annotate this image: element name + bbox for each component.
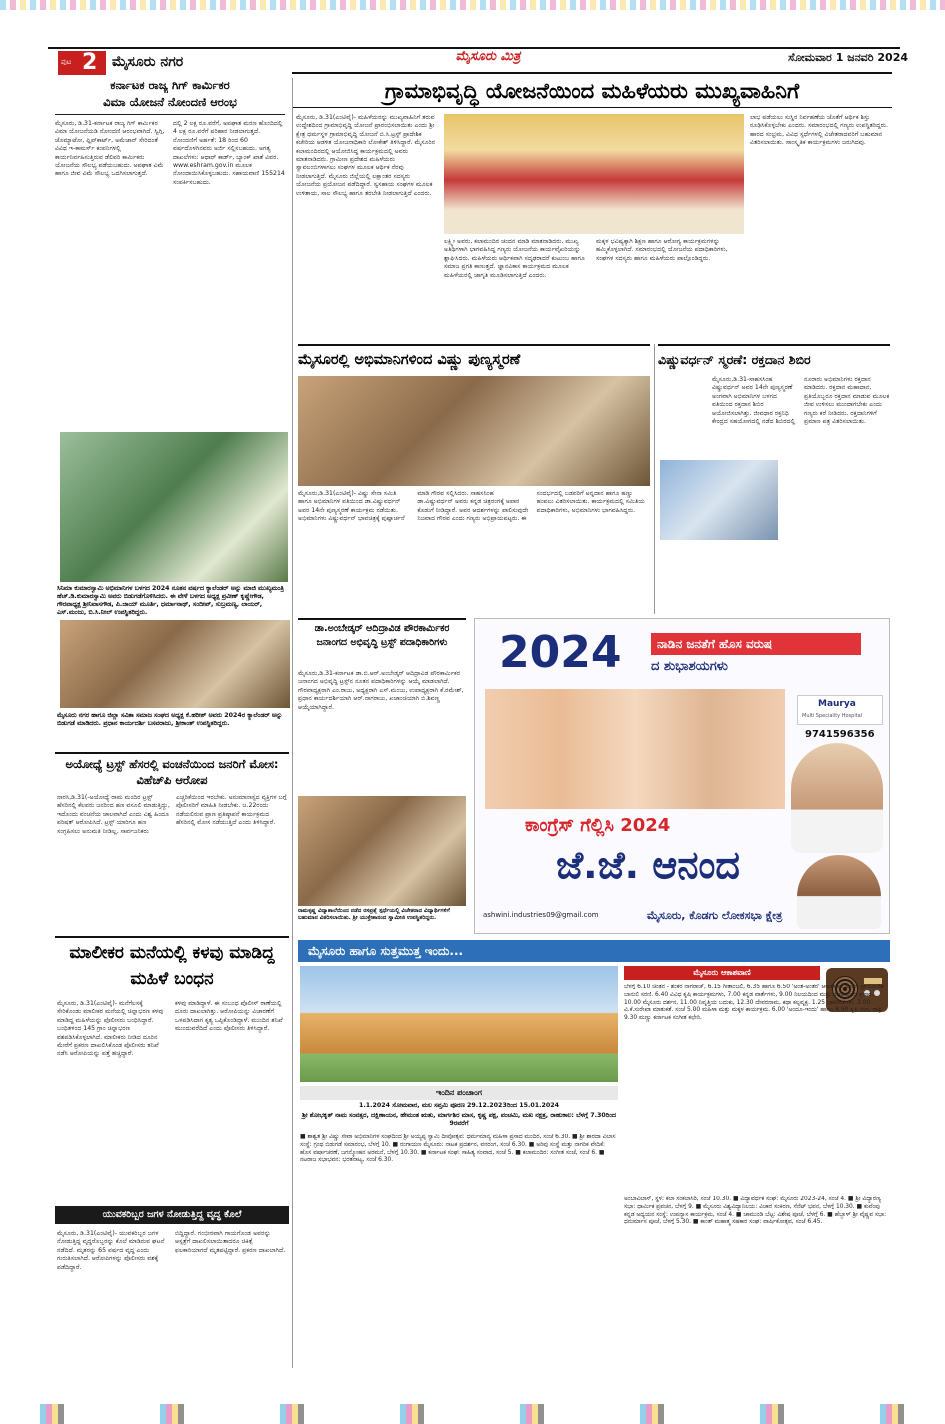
page-number: 2 xyxy=(82,50,98,75)
bottom-registration-strip xyxy=(0,1404,945,1424)
events-right: ಅಂಬಾವಿಲಾಸ್, ಸ್ಥಳ: ಕಲಾ ಸಂಕಲಾಸಿರಿ, ಸಂಜೆ 10.30. ■ ವಿದ್ಯಾವರ್ಧಕ ಸಂಘ: ಮೈಸೂರು 2023-24, ಸಂಜೆ 4. ■ ಶ್ರೀ ವಿದ್ಯಾರಣ್ಯ ಸಭಾ: ಧಾರ್ಮಿಕ ಪ್ರವಚನ, ಬೆಳಗ್ಗೆ 9. ■ ಮೈಸೂರು ವಿಶ್ವವಿದ್ಯಾನಿಲಯ: ವಿಚಾರ ಸಂಕಿರಣ, ಸೆನೆಟ್ ಭವನ, ಬೆಳಗ್ಗೆ 10.30. ■ ಕುವೆಂಪು ಕನ್ನಡ ಅಧ್ಯಯನ ಸಂಸ್ಥೆ: ಉಪನ್ಯಾಸ ಕಾರ್ಯಕ್ರಮ, ಸಂಜೆ 4. ■ ಚಾಮುಂಡಿ ಬೆಟ್ಟ: ವಿಶೇಷ ಪೂಜೆ, ಬೆಳಗ್ಗೆ 6. ■ ಹೆಬ್ಬಾಳ್ ಶ್ರೀ ವೈಷ್ಣವ ಸಭಾ: ಧನುರ್ಮಾಸ ಪೂಜೆ, ಬೆಳಗ್ಗೆ 5.30. ■ ಕಾಂತ್ ಮಹಾತ್ಮ ಸಹಕಾರ ಸಂಘ: ವಾರ್ಷಿಕೋತ್ಸವ, ಸಂಜೆ 6.45. xyxy=(624,1196,887,1226)
mysore-palace-photo xyxy=(300,966,618,1082)
ad-phone: 9741596356 xyxy=(805,729,875,740)
quiz-prize-photo xyxy=(298,796,466,906)
theft-col-1: ಮೈಸೂರು, ಡಿ.31(ಎಂಟಿವೈ)- ಮನೆಗೆಲಸಕ್ಕೆ ಸೇರಿಕೊಂಡು ಮಾಲೀಕರ ಮನೆಯಲ್ಲಿ ಚಿನ್ನಾಭರಣ ಕಳವು ಮಾಡಿದ್ದ ಮಹಿಳೆಯನ್ನು ಪೊಲೀಸರು ಬಂಧಿಸಿದ್ದಾರೆ. ಬಂಧಿತಳಿಂದ 145 ಗ್ರಾಂ ಚಿನ್ನಾಭರಣ ವಶಪಡಿಸಿಕೊಳ್ಳಲಾಗಿದೆ. ಮಾಲೀಕರು ನೀಡಿದ ದೂರಿನ ಮೇರೆಗೆ ಪ್ರಕರಣ ದಾಖಲಿಸಿಕೊಂಡ ಪೊಲೀಸರು ತನಿಖೆ ನಡೆಸಿ ಆರೋಪಿಯನ್ನು ಪತ್ತೆ ಹಚ್ಚಿದ್ದಾರೆ. xyxy=(57,1000,164,1058)
ad-year: 2024 xyxy=(499,627,622,678)
ad-party-line: ಕಾಂಗ್ರೆಸ್ ಗೆಲ್ಲಿಸಿ 2024 xyxy=(525,815,671,836)
page-number-badge xyxy=(58,51,106,75)
gig-headline-1: ಕರ್ನಾಟಕ ರಾಜ್ಯ ಗಿಗ್ ಕಾರ್ಮಿಕರ xyxy=(110,78,230,92)
lead-headline: ಗ್ರಾಮಾಭಿವೃದ್ಧಿ ಯೋಜನೆಯಿಂದ ಮಹಿಳೆಯರು ಮುಖ್ಯವಾಹಿನಿಗೆ xyxy=(292,72,892,108)
theft-col-2: ಕಳವು ಮಾಡಿದ್ದಾಳೆ. ಈ ಸಂಬಂಧ ಪೊಲೀಸ್ ಠಾಣೆಯಲ್ಲಿ ದೂರು ದಾಖಲಾಗಿತ್ತು. ಆರೋಪಿಯನ್ನು ವಿಚಾರಣೆಗೆ ಒಳಪಡಿಸಿದಾಗ ಕೃತ್ಯ ಒಪ್ಪಿಕೊಂಡಿದ್ದಾಳೆ. ಮುಂದಿನ ತನಿಖೆ ಮುಂದುವರೆದಿದೆ ಎಂದು ಪೊಲೀಸರು ತಿಳಿಸಿದ್ದಾರೆ. xyxy=(175,1000,283,1033)
congress-ad xyxy=(474,618,890,934)
ad-hospital-logo xyxy=(797,695,883,725)
savitha-calendar-caption: ಮೈಸೂರು ನಗರ ಹಾಗೂ ಜಿಲ್ಲಾ ಸವಿತಾ ಸಮಾಜ ಸಂಘದ ಅಧ್ಯಕ್ಷ ಕೆ.ಹರೀಶ್ ಅವರು 2024ರ ಕ್ಯಾಲೆಂಡರ್ ಅನ್ನು ಬಿಡುಗಡೆ ಮಾಡಿದರು. ಪ್ರಧಾನ ಕಾರ್ಯದರ್ಶಿ ಬಸವರಾಜು, ಶ್ರೀಕಾಂತ್ ಉಪಸ್ಥಿತರಿದ್ದರು. xyxy=(57,712,283,727)
calendar-release-photo xyxy=(60,432,288,582)
elderly-headline: ಯುವಕರಿಬ್ಬರ ಜಗಳ ನೋಡುತ್ತಿದ್ದ ವೃದ್ಧ ಕೊಲೆ xyxy=(55,1206,289,1224)
elderly-col-2: ಬಿದ್ದಿದ್ದಾರೆ. ಗಂಭೀರವಾಗಿ ಗಾಯಗೊಂಡ ಅವರನ್ನು ಆಸ್ಪತ್ರೆಗೆ ದಾಖಲಿಸಲಾಯಿತಾದರೂ ಚಿಕಿತ್ಸೆ ಫಲಕಾರಿಯಾಗದೆ ಮೃತಪಟ್ಟಿದ್ದಾರೆ. ಪ್ರಕರಣ ದಾಖಲಾಗಿದೆ. xyxy=(175,1230,286,1254)
page-label: ಪುಟ xyxy=(61,58,72,66)
section-title: ಮೈಸೂರು ನಗರ xyxy=(112,54,184,70)
panchanga-title: ಇಂದಿನ ಪಂಚಾಂಗ xyxy=(300,1086,618,1100)
ad-logo-sub: Multi Speciality Hospital xyxy=(802,713,863,719)
lead-col-4: ಲಾಭ ಪಡೆಯಲು ಸುಸ್ಥಿರ ನಿರ್ವಹಣೆಯ ಜೊತೆಗೆ ಆರ್ಥಿಕ ಶಿಸ್ತು ರೂಢಿಸಿಕೊಳ್ಳಬೇಕು ಎಂದರು. ಸಮಾರಂಭದಲ್ಲಿ ಗಣ್ಯರು ಉಪಸ್ಥಿತರಿದ್ದರು. ಹಾರದ ಸಂಭ್ರಮ, ವಿವಿಧ ಸ್ಪರ್ಧೆಗಳಲ್ಲಿ ವಿಜೇತರಾದವರಿಗೆ ಬಹುಮಾನ ವಿತರಿಸಲಾಯಿತು. ಸಾಂಸ್ಕೃತಿಕ ಕಾರ್ಯಕ್ರಮಗಳು ಜರುಗಿದವು. xyxy=(750,114,888,147)
events-left: ■ ಶಾಶ್ವತ ಶ್ರೀ ವಿಷ್ಣು ಸೇವಾ ಅಭಿಮಾನಿಗಳ ಸಂಘದಿಂದ ಶ್ರೀ ಅಯ್ಯಪ್ಪ ಸ್ವಾಮಿ ದೀಪೋತ್ಸವ: ಧರ್ಮಮಾನ್ಯ ಮಹಿಳಾ ಪ್ರಸಾದ ಮಂದಿರ, ಸಂಜೆ 6.30. ■ ಶ್ರೀ ಶಾರದಾ ವಿಲಾಸ ಸಂಸ್ಥೆ: ಗ್ರಂಥ ಬಿಡುಗಡೆ ಸಮಾರಂಭ, ಬೆಳಗ್ಗೆ 10. ■ ರಂಗಾಯಣ ಮೈಸೂರು: ನಾಟಕ ಪ್ರದರ್ಶನ, ವನರಂಗ, ಸಂಜೆ 6.30. ■ ಅರಿವು ಸಂಸ್ಥೆ ಮತ್ತು ನಾಗರಿಕ ವೇದಿಕೆ: ಹೊಸ ವರ್ಷಾಚರಣೆ, ಜಗನ್ಮೋಹನ ಅರಮನೆ, ಬೆಳಗ್ಗೆ 10.30. ■ ಕರ್ನಾಟಕ ಸಂಘ: ಸಾಹಿತ್ಯ ಸಂವಾದ, ಸಂಜೆ 5. ■ ಕಲಾಮಂದಿರ: ಸಂಗೀತ ಸಂಜೆ, ಸಂಜೆ 6. ■ ನಟರಾಜ ಸಭಾಭವನ: ಭರತನಾಟ್ಯ, ಸಂಜೆ 6.30. xyxy=(300,1134,616,1164)
ad-leaders-strip xyxy=(485,689,785,809)
gig-headline-2: ವಿಮಾ ಯೋಜನೆ ನೋಂದಣಿ ಆರಂಭ xyxy=(103,95,237,109)
ad-greeting-1: ನಾಡಿನ ಜನತೆಗೆ ಹೊಸ ವರುಷ xyxy=(651,633,861,655)
ayodhya-headline: ಅಯೋಧ್ಯೆ ಟ್ರಸ್ಟ್ ಹೆಸರಲ್ಲಿ ವಂಚನೆಯಿಂದ ಜನರಿಗೆ ಮೋಸ: ವಿಹೆಚ್‌ಪಿ ಆರೋಪ xyxy=(55,752,289,788)
lead-stage-photo xyxy=(444,114,744,234)
vishnu-headline: ಮೈಸೂರಲ್ಲಿ ಅಭಿಮಾನಿಗಳಿಂದ ವಿಷ್ಣು ಪುಣ್ಯಸ್ಮರಣೆ xyxy=(298,344,650,372)
gig-col-2: ದಲ್ಲಿ 2 ಲಕ್ಷ ರೂ.ವರೆಗೆ, ಅಪಘಾತ ಮರಣ ಹೊಂದಿದಲ್ಲಿ 4 ಲಕ್ಷ ರೂ.ವರೆಗೆ ಪರಿಹಾರ ನೀಡಲಾಗುತ್ತದೆ. ನೋಂದಣಿಗೆ ಅರ್ಹತೆ: 18 ರಿಂದ 60 ವರ್ಷದೊಳಗಿನವರು ಅರ್ಜಿ ಸಲ್ಲಿಸಬಹುದು. ಅಗತ್ಯ ದಾಖಲೆಗಳು: ಆಧಾರ್ ಕಾರ್ಡ್, ಬ್ಯಾಂಕ್ ಖಾತೆ ವಿವರ. www.eshram.gov.in ಮೂಲಕ ನೋಂದಾಯಿಸಿಕೊಳ್ಳಬಹುದು. ಸಹಾಯವಾಣಿ 155214 ಸಂಪರ್ಕಿಸಬಹುದು. xyxy=(173,120,285,186)
vishnu-crowd-photo xyxy=(298,376,650,486)
lead-col-2: ಲಕ್ಷ್ಮೀ ಅವರು, ಕಲಾಮಂದಿರ ಚಂದನ ಮಾಡಿ ಮಾತನಾಡಿದರು. ಮುಖ್ಯ ಅತಿಥಿಗಳಾಗಿ ಭಾಗವಹಿಸಿದ್ದ ಗಣ್ಯರು ಯೋಜನೆಯ ಕಾರ್ಯವೈಖರಿಯನ್ನು ಶ್ಲಾಘಿಸಿದರು. ಮಹಿಳೆಯರು ಆರ್ಥಿಕವಾಗಿ ಸದೃಢರಾದರೆ ಕುಟುಂಬ ಹಾಗೂ ಸಮಾಜ ಪ್ರಗತಿ ಕಾಣುತ್ತದೆ. ಜ್ಞಾನವಿಕಾಸ ಕಾರ್ಯಕ್ರಮದ ಮೂಲಕ ಮಹಿಳೆಯರಲ್ಲಿ ಜಾಗೃತಿ ಮೂಡಿಸಲಾಗುತ್ತಿದೆ ಎಂದರು. xyxy=(444,238,585,279)
gig-headline-rule xyxy=(55,114,285,115)
radio-title: ಮೈಸೂರು ಆಕಾಶವಾಣಿ xyxy=(624,966,820,980)
ad-greeting-2: ದ ಶುಭಾಶಯಗಳು xyxy=(651,659,728,674)
vishnu-text: ಮೈಸೂರು,ಡಿ.31(ಎಂಟಿವೈ)- ವಿಷ್ಣು ಸೇನಾ ಸಮಿತಿ ಹಾಗೂ ಅಭಿಮಾನಿಗಳ ವತಿಯಿಂದ ಡಾ.ವಿಷ್ಣುವರ್ಧನ್ ಅವರ 14ನೇ ಪುಣ್ಯಸ್ಮರಣೆ ಕಾರ್ಯಕ್ರಮ ನಡೆಯಿತು. ಅಭಿಮಾನಿಗಳು ವಿಷ್ಣುವರ್ಧನ್ ಭಾವಚಿತ್ರಕ್ಕೆ ಪುಷ್ಪಾರ್ಚನೆ ಮಾಡಿ ಗೌರವ ಸಲ್ಲಿಸಿದರು. ಸಾಹಸಸಿಂಹ ಡಾ.ವಿಷ್ಣುವರ್ಧನ್ ಅವರು ಕನ್ನಡ ಚಿತ್ರರಂಗಕ್ಕೆ ಅಪಾರ ಕೊಡುಗೆ ನೀಡಿದ್ದಾರೆ. ಅವರ ಆದರ್ಶಗಳನ್ನು ಪಾಲಿಸುವುದೇ ನಿಜವಾದ ಗೌರವ ಎಂದು ಗಣ್ಯರು ಅಭಿಪ್ರಾಯಪಟ್ಟರು. ಈ ಸಂದರ್ಭದಲ್ಲಿ ಬಡವರಿಗೆ ಅನ್ನದಾನ ಹಾಗೂ ಹಣ್ಣು ಹಂಪಲು ವಿತರಿಸಲಾಯಿತು. ಕಾರ್ಯಕ್ರಮದಲ್ಲಿ ಸಮಿತಿಯ ಪದಾಧಿಕಾರಿಗಳು, ಅಭಿಮಾನಿಗಳು ಭಾಗವಹಿಸಿದ್ದರು. xyxy=(298,490,645,523)
ad-candidate-photo xyxy=(797,855,881,929)
ad-constituency: ಮೈಸೂರು, ಕೊಡಗು ಲೋಕಸಭಾ ಕ್ಷೇತ್ರ xyxy=(647,909,783,922)
ad-candidate: ಜೆ.ಜೆ. ಆನಂದ xyxy=(556,843,740,887)
lead-col-1: ಮೈಸೂರು, ಡಿ.31(ಎಂಟಿವೈ)- ಮಹಿಳೆಯರನ್ನು ಮುಖ್ಯವಾಹಿನಿಗೆ ತರುವ ಉದ್ದೇಶದಿಂದ ಗ್ರಾಮಾಭಿವೃದ್ಧಿ ಯೋಜನೆ ಪ್ರಾರಂಭಿಸಲಾಯಿತು ಎಂದು ಶ್ರೀ ಕ್ಷೇತ್ರ ಧರ್ಮಸ್ಥಳ ಗ್ರಾಮಾಭಿವೃದ್ಧಿ ಯೋಜನೆ ಬಿ.ಸಿ.ಟ್ರಸ್ಟ್ ಪ್ರಾದೇಶಿಕ ಕಚೇರಿಯ ಆಡಳಿತ ಯೋಜನಾಧಿಕಾರಿ ಲೋಕೇಶ್ ತಿಳಿಸಿದ್ದಾರೆ. ಮೈಸೂರಿನ ಕಲಾಮಂದಿರದಲ್ಲಿ ಆಯೋಜಿಸಿದ್ದ ಕಾರ್ಯಕ್ರಮದಲ್ಲಿ ಅವರು ಮಾತನಾಡಿದರು. ಗ್ರಾಮೀಣ ಪ್ರದೇಶದ ಮಹಿಳೆಯರು ಸ್ವಾವಲಂಬಿಗಳಾಗಲು ಸಂಘಗಳ ಮೂಲಕ ಆರ್ಥಿಕ ನೆರವು ನೀಡಲಾಗುತ್ತಿದೆ. ಮೈಸೂರು ಜಿಲ್ಲೆಯಲ್ಲಿ ಲಕ್ಷಾಂತರ ಸದಸ್ಯರು ಯೋಜನೆಯ ಪ್ರಯೋಜನ ಪಡೆದಿದ್ದಾರೆ. ಸ್ವಸಹಾಯ ಸಂಘಗಳ ಮೂಲಕ ಉಳಿತಾಯ, ಸಾಲ ಸೌಲಭ್ಯ ಹಾಗೂ ತರಬೇತಿ ನೀಡಲಾಗುತ್ತಿದೆ ಎಂದರು. xyxy=(296,114,436,197)
gig-col-1: ಮೈಸೂರು, ಡಿ.31-ಕರ್ನಾಟಕ ರಾಜ್ಯ ಗಿಗ್ ಕಾರ್ಮಿಕರ ವಿಮಾ ಯೋಜನೆಯಡಿ ನೋಂದಣಿ ಆರಂಭವಾಗಿದೆ. ಸ್ವಿಗ್ಗಿ, ಜೊಮ್ಯಾಟೋ, ಫ್ಲಿಪ್‌ಕಾರ್ಟ್, ಅಮೆಜಾನ್ ಸೇರಿದಂತೆ ವಿವಿಧ ಇ-ಕಾಮರ್ಸ್ ಕಂಪನಿಗಳಲ್ಲಿ ಕಾರ್ಯನಿರ್ವಹಿಸುತ್ತಿರುವ ಡೆಲಿವರಿ ಕಾರ್ಮಿಕರು ಯೋಜನೆಯ ಸೌಲಭ್ಯ ಪಡೆಯಬಹುದು. ಅಪಘಾತ ವಿಮೆ ಹಾಗೂ ಜೀವ ವಿಮೆ ಸೌಲಭ್ಯ ಒದಗಿಸಲಾಗುತ್ತದೆ. xyxy=(55,120,165,178)
lead-col-3: ಮಕ್ಕಳ ಭವಿಷ್ಯಕ್ಕಾಗಿ ಶಿಕ್ಷಣ ಹಾಗೂ ಆರೋಗ್ಯ ಕಾರ್ಯಕ್ರಮಗಳನ್ನು ಹಮ್ಮಿಕೊಳ್ಳಲಾಗಿದೆ. ಸಮಾರಂಭದಲ್ಲಿ ಯೋಜನೆಯ ಪದಾಧಿಕಾರಿಗಳು, ಸಂಘಗಳ ಸದಸ್ಯರು ಹಾಗೂ ಮಹಿಳೆಯರು ಪಾಲ್ಗೊಂಡಿದ್ದರು. xyxy=(596,238,728,262)
ambedkar-headline: ಡಾ.ಅಂಬೇಡ್ಕರ್ ಆದಿದ್ರಾವಿಡ ಪೌರಕಾರ್ಮಿಕರ ಜನಾಂಗದ ಅಭಿವೃದ್ಧಿ ಟ್ರಸ್ಟ್ ಪದಾಧಿಕಾರಿಗಳು xyxy=(298,618,466,666)
savitha-calendar-photo xyxy=(60,620,290,708)
panchanga-line-2: ಶ್ರೀ ಶೋಭಕೃತ್ ನಾಮ ಸಂವತ್ಸರ, ದಕ್ಷಿಣಾಯನ, ಹೇಮಂತ ಋತು, ಮಾರ್ಗಶಿರ ಮಾಸ, ಕೃಷ್ಣ ಪಕ್ಷ, ಪಂಚಮಿ, ಮಖ ನಕ್ಷತ್ರ, ರಾಹುಕಾಲ: ಬೆಳಗ್ಗೆ 7.30ರಿಂದ 9ರವರೆಗೆ xyxy=(301,1112,616,1127)
blood-headline: ವಿಷ್ಣುವರ್ಧನ್ ಸ್ಮರಣೆ: ರಕ್ತದಾನ ಶಿಬಿರ xyxy=(658,344,890,372)
gig-article xyxy=(55,78,285,420)
ad-logo-text: Maurya xyxy=(818,699,856,709)
paper-name: ಮೈಸೂರು ಮಿತ್ರ xyxy=(455,49,521,64)
quiz-prize-caption: ರಾಮಕೃಷ್ಣ ವಿದ್ಯಾಶಾಲೆಯಿಂದ ನಡೆದ ರಸಪ್ರಶ್ನೆ ಸ್ಪರ್ಧೆಯಲ್ಲಿ ವಿಜೇತರಾದ ವಿದ್ಯಾರ್ಥಿಗಳಿಗೆ ಬಹುಮಾನ ವಿತರಿಸಲಾಯಿತು. ಶ್ರೀ ಯುಕ್ತೇಶಾನಂದ ಸ್ವಾಮೀಜಿ ಉಪಸ್ಥಿತರಿದ್ದರು. xyxy=(298,908,450,921)
blood-text: ಮೈಸೂರು,ಡಿ.31-ಸಾಹಸಸಿಂಹ ವಿಷ್ಣುವರ್ಧನ್ ಅವರ 14ನೇ ಪುಣ್ಯಸ್ಮರಣೆ ಅಂಗವಾಗಿ ಅಭಿಮಾನಿಗಳ ಬಳಗದ ವತಿಯಿಂದ ರಕ್ತದಾನ ಶಿಬಿರ ಆಯೋಜಿಸಲಾಗಿತ್ತು. ಜೀವಧಾರ ರಕ್ತನಿಧಿ ಕೇಂದ್ರದ ಸಹಯೋಗದಲ್ಲಿ ನಡೆದ ಶಿಬಿರದಲ್ಲಿ ನೂರಾರು ಅಭಿಮಾನಿಗಳು ರಕ್ತದಾನ ಮಾಡಿದರು. ರಕ್ತದಾನ ಮಹಾದಾನ, ಪ್ರತಿಯೊಬ್ಬರೂ ರಕ್ತದಾನ ಮಾಡುವ ಮೂಲಕ ಜೀವ ಉಳಿಸಲು ಮುಂದಾಗಬೇಕು ಎಂದು ಗಣ್ಯರು ಕರೆ ನೀಡಿದರು. ರಕ್ತದಾನಿಗಳಿಗೆ ಪ್ರಮಾಣ ಪತ್ರ ವಿತರಿಸಲಾಯಿತು. xyxy=(712,376,890,426)
calendar-release-caption: ಸಿನಿಮಾ ಕುಮಾರಸ್ವಾಮಿ ಅಭಿಮಾನಿಗಳ ಬಳಗದ 2024 ನೂತನ ವರ್ಷದ ಕ್ಯಾಲೆಂಡರ್ ಅನ್ನು ಮಾಜಿ ಮುಖ್ಯಮಂತ್ರಿ ಹೆಚ್.ಡಿ.ಕುಮಾರಸ್ವಾಮಿ ಅವರು ಬಿಡುಗಡೆಗೊಳಿಸಿದರು. ಈ ವೇಳೆ ಬಳಗದ ಅಧ್ಯಕ್ಷ ಪ್ರವೀಣ್ ಕೃಷ್ಣೇಗೌಡ, ಗೌರವಾಧ್ಯಕ್ಷ ಶ್ರೀನಿವಾಸಗೌಡ, ಪಿ.ಜಾಯ್ ಮೂರ್ತಿ, ಧರ್ಮಾನಾಥ್, ಸಂದೀಪ್, ಸುಬ್ರಮಣ್ಯ, ಲಾಯರ್, ಎಸ್.ಮಂಜು, ಬಿ.ಸಿ.ನೀಲ್ ಉಪಸ್ಥಿತರಿದ್ದರು. xyxy=(57,585,284,616)
issue-date: ಸೋಮವಾರ 1 ಜನವರಿ 2024 xyxy=(788,51,908,64)
column-rule-left xyxy=(292,78,293,1368)
blood-donation-photo xyxy=(660,460,778,540)
panchanga-line-1: 1.1.2024 ಸೋಮವಾರ, ಮಲ ಸಪ್ತಮಿ ಪೂರಣ 29.12.2023ರಿಂದ 15.01.2024 xyxy=(358,1102,560,1109)
column-rule-right xyxy=(654,344,655,614)
radio-schedule: ಬೆಳಗ್ಗೆ 6.10 ಚಿಂತನ - ಶಂಕರ ನಾಗರಾಜ್, 6.15 ಗೀತಾಂಜಲಿ, 6.35 ಹಾಗೂ 6.50 'ಅಂತ-ಅಂತರ' ಆಕಾಶವಾಣಿ ಅಂಕಣ ಪ್ರಾಯೋಜಿತ ಬಾನುಲಿ ಸರಣಿ. 6.40 ವಿವಿಧ ಕೃಷಿ ಕಾರ್ಯಕ್ರಮಗಳು, 7.00 ಕನ್ನಡ ವಾರ್ತೆಗಳು, 9.00 ನಿಲಯದಿಂದ ಮತ್ತು ದೆಹಲಿಯಿಂದ ಪ್ರಸಾರ. 10.00 ಮೈಸೂರು ದರ್ಶನ, 11.00 ನಿವೃತ್ತಿಯ ಬದುಕು, 12.30 ದೇವರನಾಮ, ಕಥಾ ಕಲ್ಪವೃಕ್ಷ. 1.25 ಭಾವಗೀತೆಗಳು. 3.00 ವಿ.ಕೆ.ಸುರೇಖಾ ಮಾತುಕತೆ. ಸಂಜೆ 5.00 ಮಹಿಳಾ ಮತ್ತು ಮಕ್ಕಳ ಕಾರ್ಯಕ್ರಮ. 6.00 'ಅಂದೂ-ಇಂದು' ಹಾಗೂ 6.50 ಕೃಷಿ ರಂಗ. ರಾತ್ರಿ 9.30 ಮಣ್ಣು ಕರ್ನಾಟಕ ಸಂಗೀತ ಕಛೇರಿ. xyxy=(624,984,884,1022)
ad-siddaramaiah-photo xyxy=(791,743,883,853)
ad-email: ashwini.industries09@gmail.com xyxy=(483,911,599,919)
theft-headline: ಮಾಲೀಕರ ಮನೆಯಲ್ಲಿ ಕಳವು ಮಾಡಿದ್ದ ಮಹಿಳೆ ಬಂಧನ xyxy=(55,936,289,994)
local-banner: ಮೈಸೂರು ಹಾಗೂ ಸುತ್ತಮುತ್ತ ಇಂದು... xyxy=(298,940,890,962)
elderly-col-1: ಮೈಸೂರು, ಡಿ.31(ಎಂಟಿವೈ)- ಯುವಕರಿಬ್ಬರ ಜಗಳ ನೋಡುತ್ತಿದ್ದ ವೃದ್ಧರೊಬ್ಬರನ್ನು ಕೊಲೆ ಮಾಡಿರುವ ಘಟನೆ ನಡೆದಿದೆ. ಮೃತರನ್ನು 65 ವರ್ಷದ ವೃದ್ಧ ಎಂದು ಗುರುತಿಸಲಾಗಿದೆ. ಆರೋಪಿಗಳನ್ನು ಪೊಲೀಸರು ವಶಕ್ಕೆ ಪಡೆದಿದ್ದಾರೆ. xyxy=(57,1230,165,1271)
top-registration-strip xyxy=(0,0,945,10)
masthead xyxy=(48,47,908,75)
ambedkar-text: ಮೈಸೂರು,ಡಿ.31-ಕರ್ನಾಟಕ ಡಾ.ಬಿ.ಆರ್.ಅಂಬೇಡ್ಕರ್ ಆದಿದ್ರಾವಿಡ ಪೌರಕಾರ್ಮಿಕರ ಜನಾಂಗದ ಅಭಿವೃದ್ಧಿ ಟ್ರಸ್ಟ್‌ನ ನೂತನ ಪದಾಧಿಕಾರಿಗಳನ್ನು ಆಯ್ಕೆ ಮಾಡಲಾಗಿದೆ. ಗೌರವಾಧ್ಯಕ್ಷರಾಗಿ ಎಂ.ರಾಜು, ಅಧ್ಯಕ್ಷರಾಗಿ ಎಸ್.ಮಂಜು, ಉಪಾಧ್ಯಕ್ಷರಾಗಿ ಕೆ.ರಮೇಶ್, ಪ್ರಧಾನ ಕಾರ್ಯದರ್ಶಿಯಾಗಿ ಆರ್.ನಾಗರಾಜು, ಖಜಾಂಚಿಯಾಗಿ ಬಿ.ಶಿವಣ್ಣ ಆಯ್ಕೆಯಾಗಿದ್ದಾರೆ. xyxy=(298,670,464,711)
ayodhya-text: ನಾರಸಿ,ಡಿ.31(-ಅಯೋಧ್ಯೆ ರಾಮ ಮಂದಿರ ಟ್ರಸ್ಟ್ ಹೆಸರಿನಲ್ಲಿ ಕೆಲವರು ಜನರಿಂದ ಹಣ ವಸೂಲಿ ಮಾಡುತ್ತಿದ್ದು, ಇದೊಂದು ವಂಚನೆಯ ಜಾಲವಾಗಿದೆ ಎಂದು ವಿಶ್ವ ಹಿಂದೂ ಪರಿಷತ್ ಆರೋಪಿಸಿದೆ. ಟ್ರಸ್ಟ್ ಯಾರಿಗೂ ಹಣ ಸಂಗ್ರಹಿಸಲು ಅನುಮತಿ ನೀಡಿಲ್ಲ. ಸಾರ್ವಜನಿಕರು ಎಚ್ಚರಿಕೆಯಿಂದ ಇರಬೇಕು. ಅನುಮಾನಾಸ್ಪದ ವ್ಯಕ್ತಿಗಳ ಬಗ್ಗೆ ಪೊಲೀಸರಿಗೆ ಮಾಹಿತಿ ನೀಡಬೇಕು. ಜ.22ರಂದು ನಡೆಯಲಿರುವ ಪ್ರಾಣ ಪ್ರತಿಷ್ಠಾಪನೆ ಕಾರ್ಯಕ್ರಮದ ಹೆಸರಿನಲ್ಲಿ ಮೋಸ ನಡೆಯುತ್ತಿದೆ ಎಂದು ತಿಳಿಸಿದ್ದಾರೆ. xyxy=(57,794,287,835)
